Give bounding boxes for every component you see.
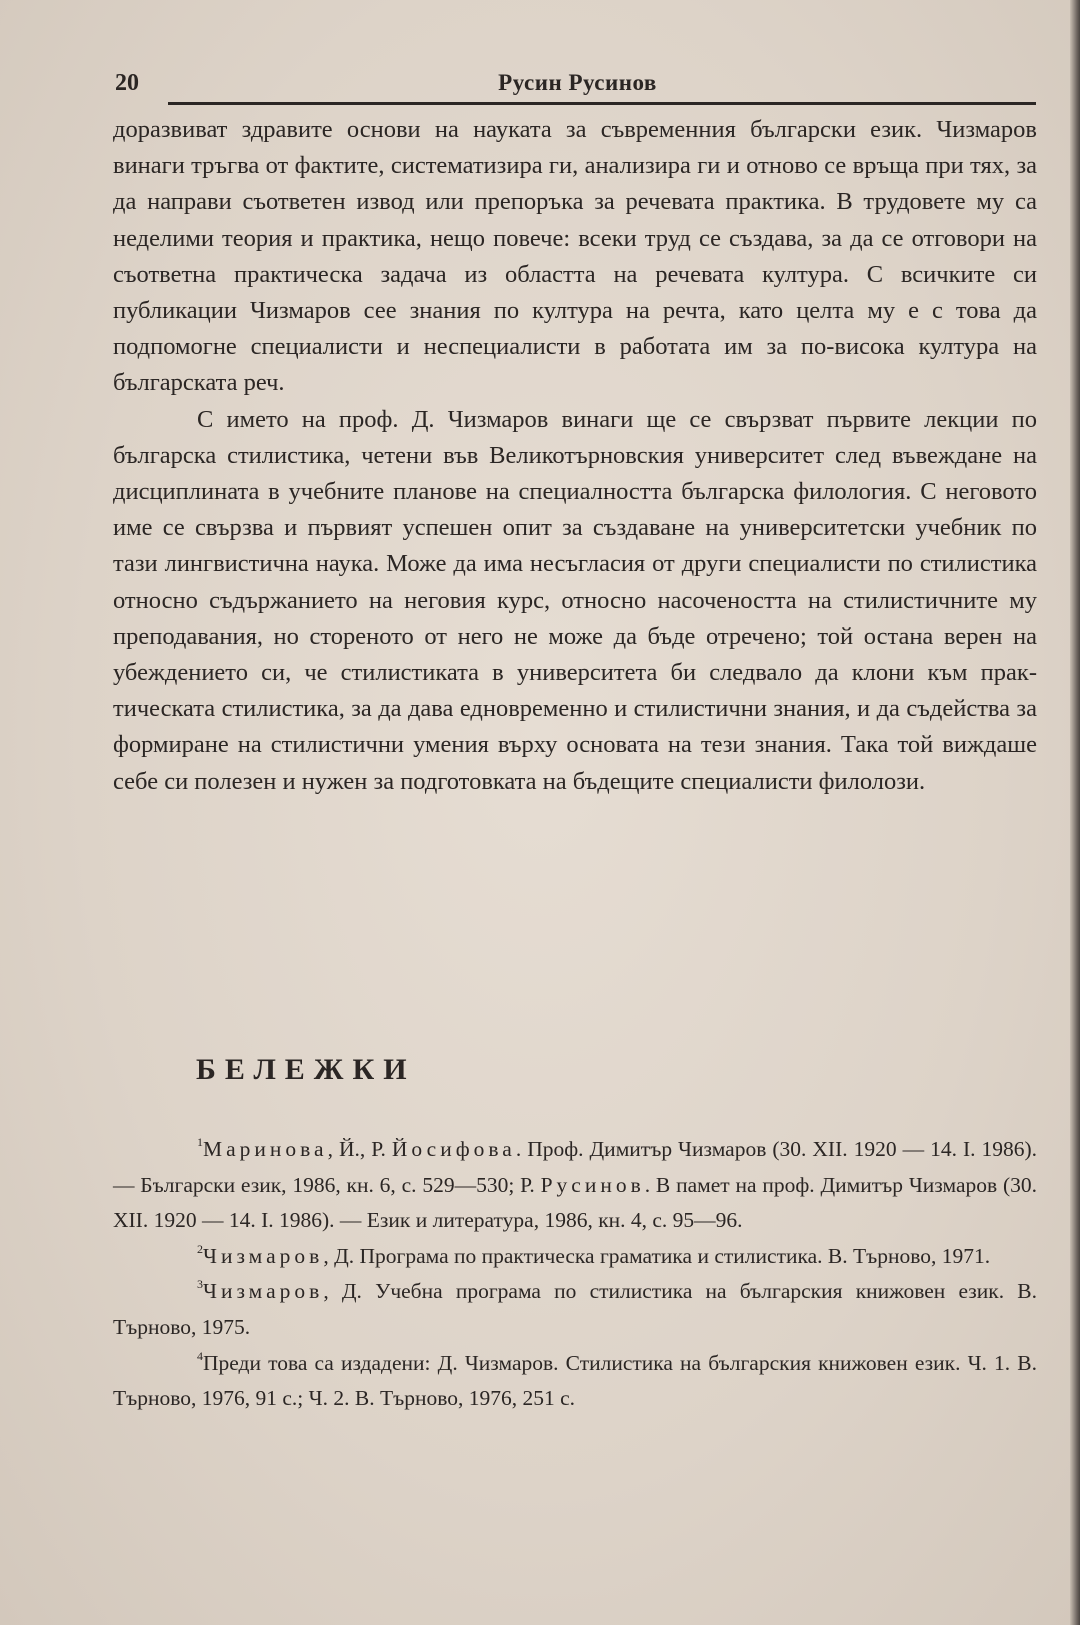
footnote-author: Чизмаров: [203, 1279, 324, 1304]
footnote: [113, 1274, 1037, 1345]
footnote-text: , Д. Учебна програма по стилистика на българския книжовен език. В. Търново, 1975.: [113, 1279, 1037, 1339]
running-head: [115, 70, 1040, 106]
footnote: [113, 1132, 1037, 1239]
footnote-text: Преди това са издадени: Д. Чизмаров. Стилистика на българския книжовен език. Ч. 1. В. Търново, 1976, 91 с.; Ч. 2. В. Търново, 1976, 251 с.: [113, 1350, 1037, 1411]
paragraph: С името на проф. Д. Чизмаров винаги ще се свързват първите лекции по българска стилистика, четени във Великотърновския университет след въвеждане на дисциплината в учебните планове на специалността българска филология. С неговото име се свързва и първият успешен опит за създаване на университетски учебник по тази лингвистична наука. Може да има несъгласия от други специалисти по стилистика относно съдържанието на неговия курс, относно насочеността на стилистичните му преподавания, но стореното от него не може да бъде отречено; той остана верен на убеждението си, че стилистиката в университета би следвало да клони към практическата стилистика, за да дава едновременно и стилистични знания, и да съдейства за формиране на стилистични умения върху основата на тези знания. Така той виждаше себе си полезен и нужен за подготовката на бъдещите специалисти филолози.: [113, 405, 1037, 795]
footnote-text: , Д. Програма по практическа граматика и стилистика. В. Търново, 1971.: [323, 1243, 991, 1268]
footnote-author: Русинов: [540, 1172, 645, 1197]
footnote-marker: 3: [197, 1277, 203, 1292]
footnote-text: , Й., Р.: [327, 1137, 392, 1161]
page-number: 20: [115, 70, 139, 96]
running-head-title: Русин Русинов: [498, 70, 657, 95]
footnote-marker: 1: [197, 1135, 203, 1149]
page-edge-shadow: [1070, 0, 1080, 1625]
notes-heading: БЕЛЕЖКИ: [196, 1053, 416, 1086]
footnote-text: . Проф. Димитър Чизмаров (30. XII. 1920 — 14. I. 1986). — Български език, 1986, кн. 6, с. 529—530; Р.: [113, 1137, 1038, 1197]
footnote-marker: 2: [197, 1241, 203, 1256]
footnote-author: Маринова: [203, 1137, 328, 1161]
footnote-author: Чизмаров: [203, 1243, 324, 1268]
main-text: [113, 112, 1037, 800]
footnote: [113, 1346, 1037, 1417]
paragraph: доразвиват здравите основи на науката за съвременния български език. Чизмаров винаги тръгва от фактите, систематизира ги, анализира ги и отново се връща при тях, за да направи съответен извод или препоръка за речевата практика. В трудовете му са неделими теория и практика, нещо повече: всеки труд се създава, за да се отговори на съответна практическа задача из областта на речевата култура. С всичките си публикации Чизмаров сее знания по култура на речта, като целта му е с това да подпомогне специалисти и неспециалисти в работата им за по-висока култура на българската реч.: [113, 116, 1037, 397]
footnotes: [113, 1132, 1037, 1417]
footnote-text: . В памет на проф. Димитър Чизмаров (30. XII. 1920 — 14. I. 1986). — Език и литература, 1986, кн. 4, с. 95—96.: [113, 1172, 1037, 1233]
footnote: [113, 1239, 1037, 1275]
footnote-author: Йосифова: [391, 1137, 516, 1161]
header-rule: [168, 102, 1036, 105]
footnote-marker: 4: [197, 1348, 203, 1363]
